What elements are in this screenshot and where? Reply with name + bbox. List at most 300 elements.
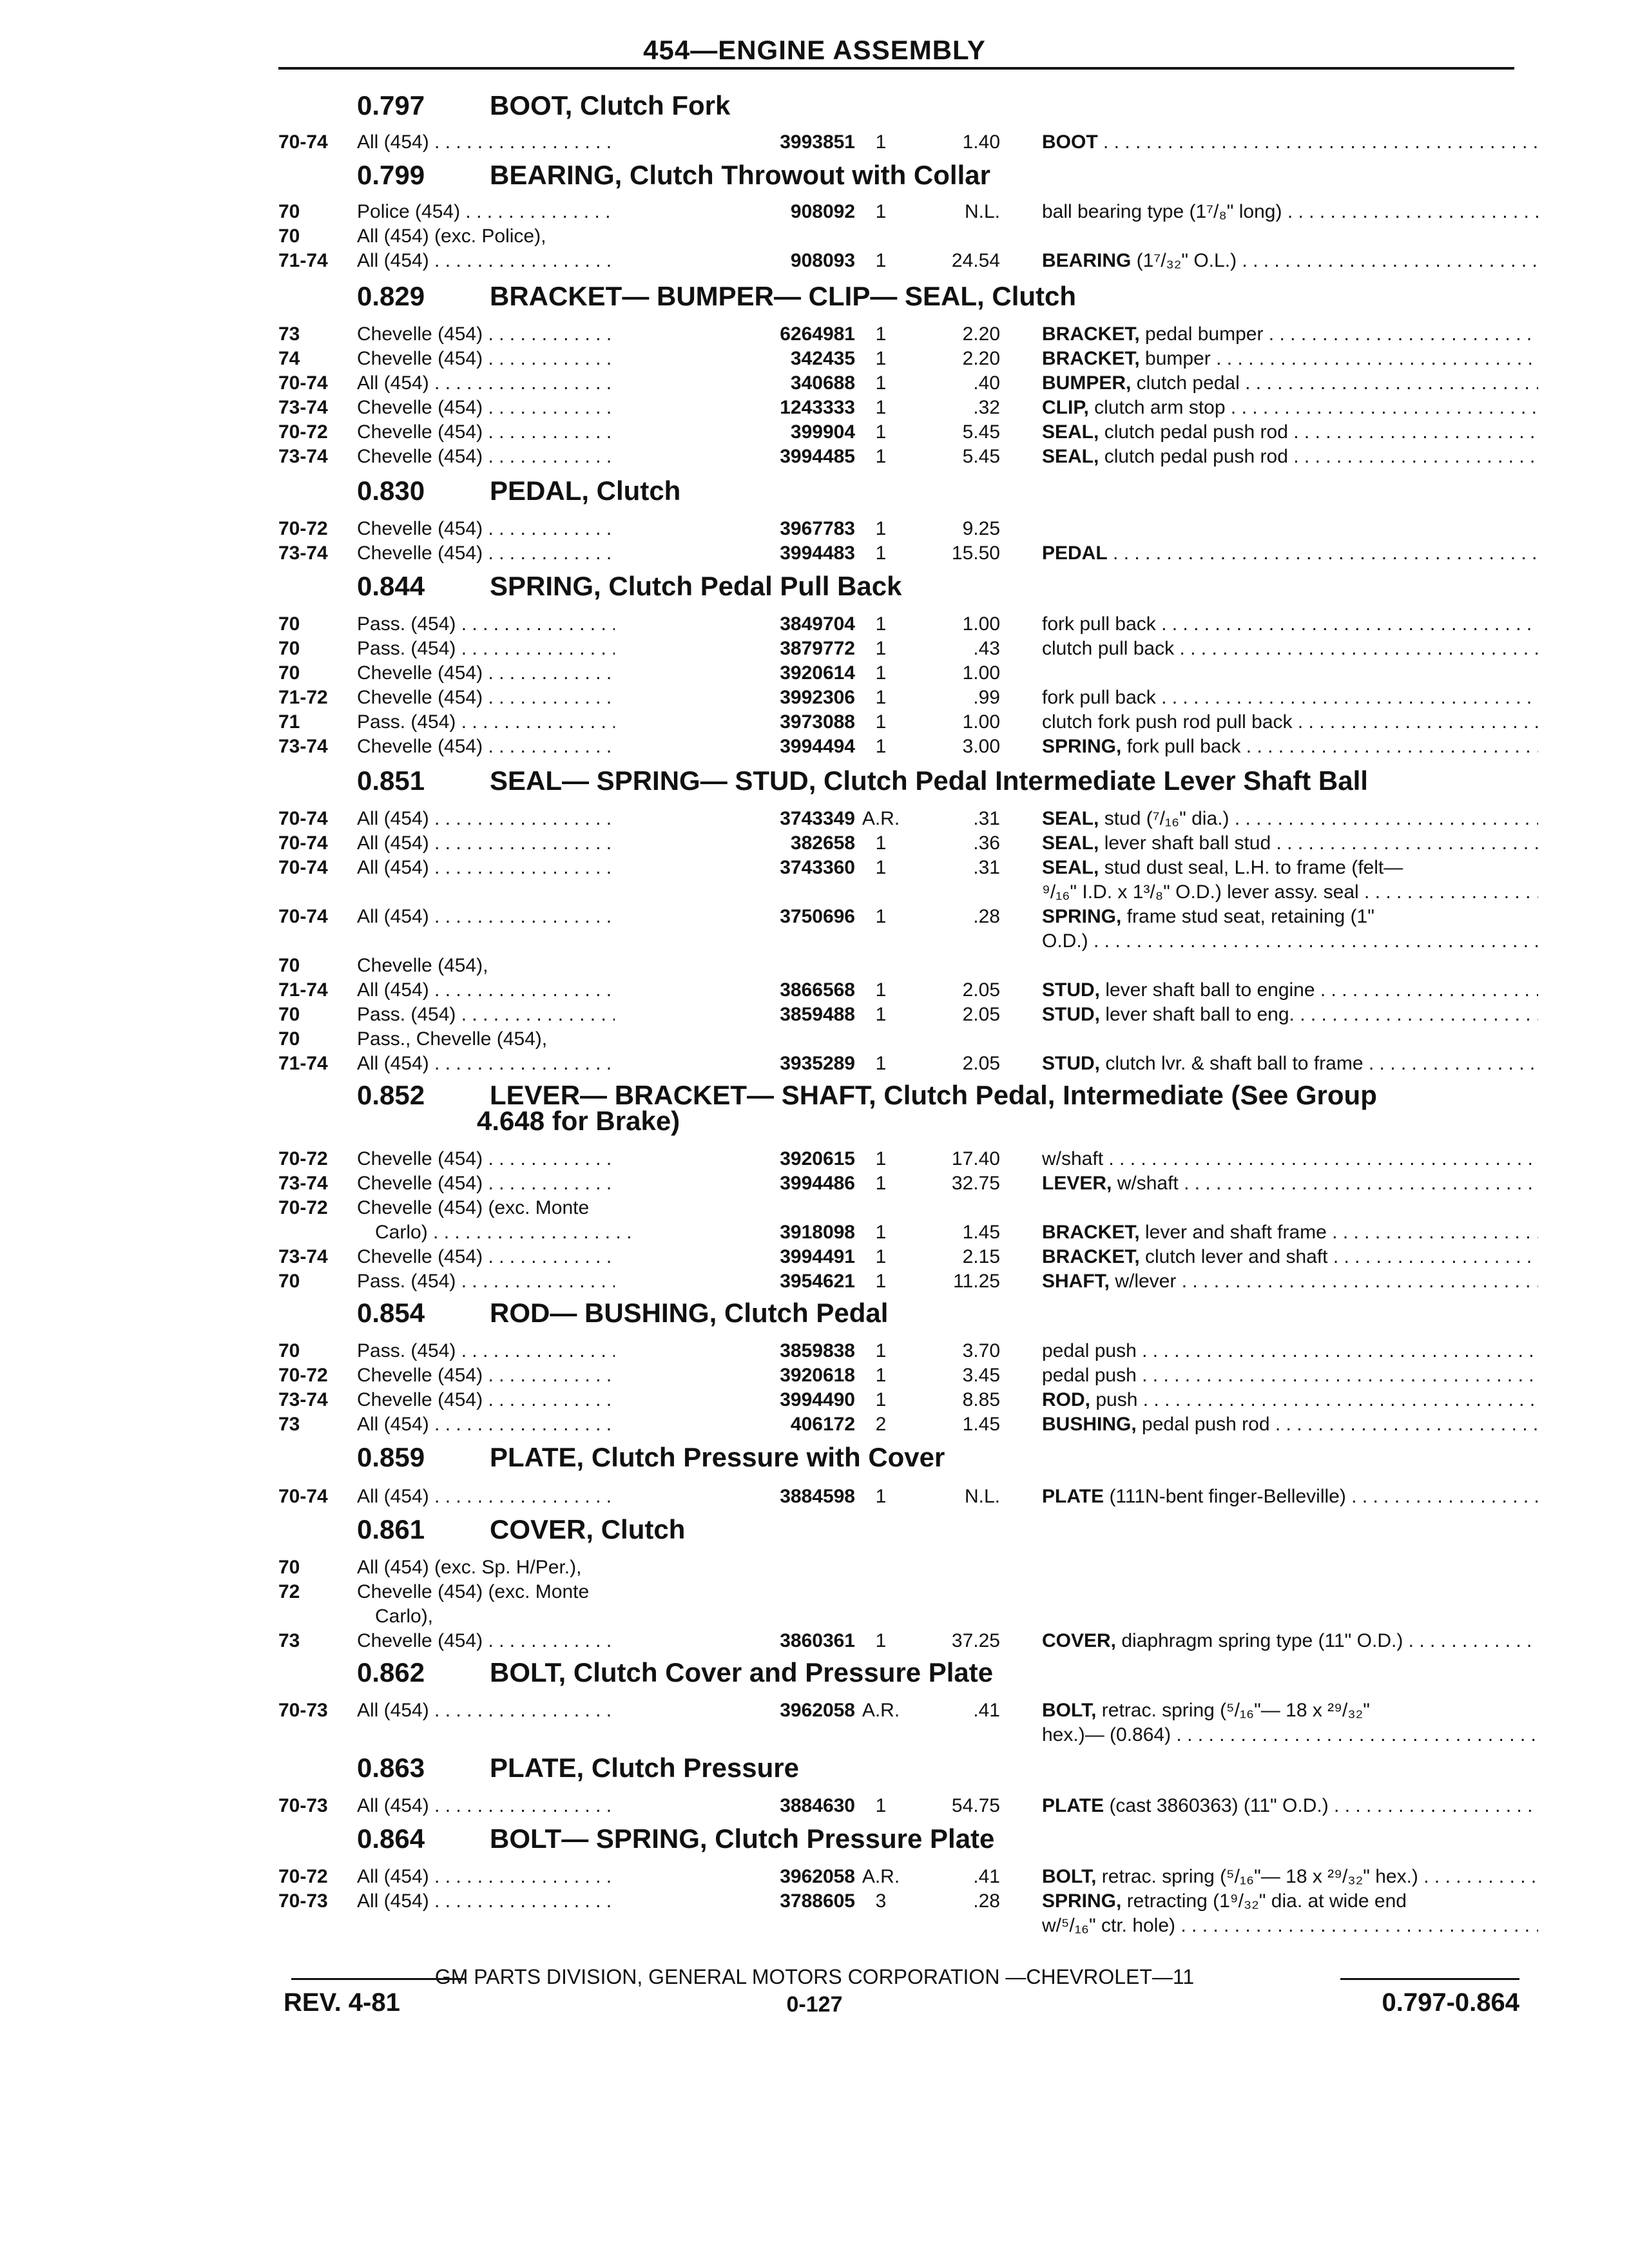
description-keyword: SEAL,	[1042, 832, 1099, 854]
quantity: 1	[875, 1053, 887, 1074]
parts-row	[278, 130, 1541, 155]
parts-row	[278, 1580, 1541, 1604]
description-text: ball bearing type (1⁷/₈" long)	[1042, 201, 1282, 222]
price: 1.45	[962, 1414, 1000, 1435]
parts-row	[278, 954, 1541, 978]
description-text: retrac. spring (⁵/₁₆"— 18 x ²⁹/₃₂"	[1096, 1700, 1370, 1721]
price: 2.05	[962, 979, 1000, 1001]
model-application: All (454) . . .	[357, 1485, 615, 1509]
description	[1042, 831, 1538, 856]
price: 54.75	[951, 1795, 1000, 1816]
price: .43	[973, 638, 1000, 659]
description	[1042, 880, 1538, 905]
description-text: pedal push rod	[1136, 1414, 1270, 1435]
quantity: 1	[875, 446, 887, 467]
section-title: LEVER— BRACKET— SHAFT, Clutch Pedal, Intermediate (See Group	[490, 1080, 1377, 1110]
year-range: 70	[278, 201, 300, 222]
model-application: Chevelle (454) . . .	[357, 396, 615, 420]
section-heading	[278, 1657, 1541, 1695]
model-application: Pass., Chevelle (454),	[357, 1028, 548, 1050]
description	[1042, 1269, 1538, 1294]
model-application: All (454) . . .	[357, 831, 615, 856]
model-application: Chevelle (454) . . .	[357, 1629, 615, 1653]
section-heading	[278, 1298, 1541, 1335]
model-application: All (454) . . .	[357, 1052, 615, 1076]
description-keyword: SEAL,	[1042, 446, 1099, 467]
parts-row	[278, 322, 1541, 347]
quantity: 1	[875, 397, 887, 418]
year-range: 70-74	[278, 832, 328, 854]
section-title-continued: 4.648 for Brake)	[477, 1106, 680, 1136]
price: .31	[973, 857, 1000, 878]
model-application: Pass. (454) . . .	[357, 637, 615, 661]
quantity: 1	[875, 906, 887, 927]
part-number: 3962058	[780, 1700, 855, 1721]
description-keyword: BRACKET,	[1042, 323, 1140, 345]
section-heading	[278, 476, 1541, 513]
parts-row	[278, 831, 1541, 856]
description	[1042, 735, 1538, 759]
price: 2.05	[962, 1053, 1000, 1074]
model-application: Pass. (454) . . .	[357, 1269, 615, 1294]
description	[1042, 1723, 1538, 1747]
year-range: 73	[278, 1630, 300, 1651]
description-keyword: PLATE	[1042, 1795, 1104, 1816]
quantity: A.R.	[862, 808, 900, 829]
description-keyword: STUD,	[1042, 1053, 1100, 1074]
description	[1042, 1889, 1538, 1914]
description	[1042, 1003, 1538, 1027]
quantity: 2	[875, 1414, 887, 1435]
model-application: All (454) . . .	[357, 1794, 615, 1818]
description	[1042, 200, 1538, 224]
description-text: w/shaft	[1042, 1148, 1104, 1169]
model-application: Pass. (454) . . .	[357, 612, 615, 637]
description-text: clutch pedal	[1131, 372, 1240, 394]
description	[1042, 420, 1538, 445]
description-keyword: SEAL,	[1042, 808, 1099, 829]
model-application: All (454) . . .	[357, 856, 615, 880]
parts-row	[278, 1914, 1541, 1938]
parts-row	[278, 1485, 1541, 1509]
year-range: 70-72	[278, 1197, 328, 1218]
section-heading	[278, 1823, 1541, 1861]
quantity: 1	[875, 348, 887, 369]
parts-row	[278, 807, 1541, 831]
parts-row	[278, 1555, 1541, 1580]
description-text: lever shaft ball stud	[1099, 832, 1271, 854]
price: 1.45	[962, 1222, 1000, 1243]
quantity: 1	[875, 1271, 887, 1292]
description-text: fork pull back	[1042, 613, 1156, 635]
footer-division: GM PARTS DIVISION, GENERAL MOTORS CORPORATION —CHEVROLET—11	[434, 1965, 1195, 1988]
description-text: retracting (1⁹/₃₂" dia. at wide end	[1121, 1890, 1407, 1912]
description-keyword: BRACKET,	[1042, 348, 1140, 369]
year-range: 70-74	[278, 906, 328, 927]
part-number: 3920614	[780, 662, 855, 684]
section-heading	[278, 281, 1541, 318]
description-keyword: SEAL,	[1042, 421, 1099, 443]
model-application: All (454) (exc. Sp. H/Per.),	[357, 1557, 582, 1578]
parts-row	[278, 1003, 1541, 1027]
description-text: ⁹/₁₆" I.D. x 1³/₈" O.D.) lever assy. seal	[1042, 881, 1359, 903]
description-keyword: BEARING	[1042, 250, 1132, 271]
section-number: 0.851	[357, 765, 425, 796]
part-number: 3994490	[780, 1389, 855, 1410]
part-number: 382658	[790, 832, 855, 854]
model-application: All (454) . . .	[357, 1865, 615, 1889]
price: 1.40	[962, 131, 1000, 153]
footer-revision: REV. 4-81	[284, 1988, 400, 2017]
description-text: fork pull back	[1042, 687, 1156, 708]
price: 2.20	[962, 348, 1000, 369]
description	[1042, 1245, 1538, 1269]
page-title: 454—ENGINE ASSEMBLY	[643, 35, 986, 65]
year-range: 70-72	[278, 421, 328, 443]
description	[1042, 1865, 1538, 1889]
year-range: 70	[278, 662, 300, 684]
year-range: 70	[278, 955, 300, 976]
part-number: 3954621	[780, 1271, 855, 1292]
price: N.L.	[964, 201, 1000, 222]
section-heading	[278, 765, 1541, 803]
description	[1042, 929, 1538, 954]
parts-row	[278, 1629, 1541, 1653]
year-range: 70-73	[278, 1700, 328, 1721]
part-number: 342435	[790, 348, 855, 369]
model-application: All (454) . . .	[357, 807, 615, 831]
quantity: 1	[875, 323, 887, 345]
year-range: 73	[278, 1414, 300, 1435]
quantity: 1	[875, 638, 887, 659]
part-number: 3743349	[780, 808, 855, 829]
description	[1042, 1388, 1538, 1412]
section-title: BEARING, Clutch Throwout with Collar	[490, 160, 990, 190]
description-keyword: STUD,	[1042, 1004, 1100, 1025]
description	[1042, 445, 1538, 469]
price: 3.70	[962, 1340, 1000, 1361]
description	[1042, 1147, 1538, 1171]
year-range: 73-74	[278, 1389, 328, 1410]
model-application: All (454) . . .	[357, 249, 615, 273]
price: N.L.	[964, 1486, 1000, 1507]
description	[1042, 541, 1538, 566]
year-range: 70-73	[278, 1795, 328, 1816]
part-number: 1243333	[780, 397, 855, 418]
description	[1042, 637, 1538, 661]
description	[1042, 1412, 1538, 1437]
model-application: Chevelle (454) (exc. Monte	[357, 1581, 590, 1602]
parts-row	[278, 1052, 1541, 1076]
description-text: pedal push	[1042, 1340, 1137, 1361]
description-text: lever and shaft frame	[1139, 1222, 1327, 1243]
description	[1042, 249, 1538, 273]
model-application: Pass. (454) . . .	[357, 1339, 615, 1363]
year-range: 74	[278, 348, 300, 369]
part-number: 3994483	[780, 543, 855, 564]
description	[1042, 1052, 1538, 1076]
description	[1042, 612, 1538, 637]
model-application: Chevelle (454) . . .	[357, 735, 615, 759]
parts-row	[278, 1245, 1541, 1269]
parts-row	[278, 1171, 1541, 1196]
year-range: 71-72	[278, 687, 328, 708]
description-text: clutch pedal push rod	[1099, 446, 1288, 467]
model-application: Pass. (454) . . .	[357, 710, 615, 735]
price: .41	[973, 1866, 1000, 1887]
description-keyword: SHAFT,	[1042, 1271, 1110, 1292]
year-range: 70	[278, 638, 300, 659]
description	[1042, 1914, 1538, 1938]
quantity: 1	[875, 1795, 887, 1816]
part-number: 3860361	[780, 1630, 855, 1651]
quantity: 1	[875, 1365, 887, 1386]
section-number: 0.799	[357, 160, 425, 190]
part-number: 3994485	[780, 446, 855, 467]
price: 1.00	[962, 662, 1000, 684]
description-text: O.D.)	[1042, 930, 1088, 952]
year-range: 70-72	[278, 518, 328, 539]
section-number: 0.864	[357, 1823, 425, 1854]
year-range: 72	[278, 1581, 300, 1602]
year-range: 73-74	[278, 446, 328, 467]
price: 3.00	[962, 736, 1000, 757]
part-number: 3973088	[780, 711, 855, 733]
year-range: 70	[278, 1004, 300, 1025]
model-application: Chevelle (454) . . .	[357, 541, 615, 566]
model-application: All (454) . . .	[357, 978, 615, 1003]
description	[1042, 322, 1538, 347]
description-text: pedal push	[1042, 1365, 1137, 1386]
description-text: fork pull back	[1121, 736, 1241, 757]
quantity: 1	[875, 543, 887, 564]
section-title: PLATE, Clutch Pressure	[490, 1753, 800, 1783]
quantity: 1	[875, 201, 887, 222]
year-range: 70	[278, 613, 300, 635]
parts-row	[278, 1196, 1541, 1220]
model-application: All (454) . . .	[357, 905, 615, 929]
header-rule	[278, 67, 1514, 70]
year-range: 70-74	[278, 372, 328, 394]
price: .40	[973, 372, 1000, 394]
description	[1042, 1339, 1538, 1363]
description-text: clutch fork push rod pull back	[1042, 711, 1293, 733]
quantity: 1	[875, 421, 887, 443]
parts-row	[278, 1147, 1541, 1171]
section-number: 0.844	[357, 571, 425, 601]
section-title: PEDAL, Clutch	[490, 476, 681, 506]
parts-row	[278, 1220, 1541, 1245]
part-number: 406172	[790, 1414, 855, 1435]
year-range: 70	[278, 1028, 300, 1050]
year-range: 70-74	[278, 1486, 328, 1507]
quantity: 3	[875, 1890, 887, 1912]
description	[1042, 686, 1538, 710]
model-application: Chevelle (454) . . .	[357, 686, 615, 710]
section-number: 0.854	[357, 1298, 425, 1328]
description-text: clutch pedal push rod	[1099, 421, 1288, 443]
description	[1042, 371, 1538, 396]
section-title: ROD— BUSHING, Clutch Pedal	[490, 1298, 889, 1328]
parts-row	[278, 856, 1541, 880]
year-range: 70	[278, 1340, 300, 1361]
description	[1042, 130, 1538, 155]
model-application: Chevelle (454) . . .	[357, 1147, 615, 1171]
description-keyword: BOLT,	[1042, 1866, 1097, 1887]
part-number: 3750696	[780, 906, 855, 927]
part-number: 3743360	[780, 857, 855, 878]
part-number: 3992306	[780, 687, 855, 708]
part-number: 3859488	[780, 1004, 855, 1025]
description-keyword: CLIP,	[1042, 397, 1089, 418]
section-heading	[278, 90, 1541, 128]
description	[1042, 396, 1538, 420]
parts-row	[278, 1363, 1541, 1388]
price: 8.85	[962, 1389, 1000, 1410]
description-text: clutch lever and shaft	[1139, 1246, 1328, 1267]
quantity: 1	[875, 613, 887, 635]
parts-row	[278, 1723, 1541, 1747]
description	[1042, 1171, 1538, 1196]
part-number: 3788605	[780, 1890, 855, 1912]
quantity: 1	[875, 736, 887, 757]
price: 9.25	[962, 518, 1000, 539]
model-application: Chevelle (454) . . .	[357, 1363, 615, 1388]
quantity: 1	[875, 711, 887, 733]
description-keyword: PEDAL	[1042, 543, 1108, 564]
parts-row	[278, 612, 1541, 637]
description-keyword: COVER,	[1042, 1630, 1117, 1651]
model-application: Police (454) . . .	[357, 200, 615, 224]
description-text: w/lever	[1110, 1271, 1177, 1292]
section-title: COVER, Clutch	[490, 1514, 686, 1544]
quantity: 1	[875, 518, 887, 539]
description-text: w/⁵/₁₆" ctr. hole)	[1042, 1915, 1176, 1936]
parts-row	[278, 905, 1541, 929]
description-keyword: BUMPER,	[1042, 372, 1132, 394]
parts-row	[278, 396, 1541, 420]
year-range: 71-74	[278, 1053, 328, 1074]
model-application: Chevelle (454) (exc. Monte	[357, 1197, 590, 1218]
description-text: clutch arm stop	[1088, 397, 1226, 418]
parts-row	[278, 1412, 1541, 1437]
model-application: Chevelle (454) . . .	[357, 322, 615, 347]
description	[1042, 1363, 1538, 1388]
price: .36	[973, 832, 1000, 854]
section-title: BOOT, Clutch Fork	[490, 90, 731, 120]
model-application: Chevelle (454) . . .	[357, 517, 615, 541]
description-keyword: BOOT	[1042, 131, 1098, 153]
section-number: 0.852	[357, 1080, 425, 1110]
description-text: (1⁷/₃₂" O.L.)	[1131, 250, 1237, 271]
model-application: Carlo),	[375, 1606, 434, 1627]
price: .41	[973, 1700, 1000, 1721]
part-number: 3920615	[780, 1148, 855, 1169]
year-range: 70-74	[278, 808, 328, 829]
description	[1042, 1629, 1538, 1653]
description-keyword: LEVER,	[1042, 1173, 1112, 1194]
description-text: lever shaft ball to engine	[1100, 979, 1315, 1001]
description-keyword: SPRING,	[1042, 906, 1122, 927]
quantity: 1	[875, 1340, 887, 1361]
description	[1042, 1220, 1538, 1245]
section-heading	[278, 1753, 1541, 1790]
part-number: 3866568	[780, 979, 855, 1001]
model-application: All (454) . . .	[357, 1889, 615, 1914]
price: 1.00	[962, 613, 1000, 635]
section-number: 0.859	[357, 1442, 425, 1472]
description-keyword: ROD,	[1042, 1389, 1090, 1410]
quantity: 1	[875, 1486, 887, 1507]
parts-row	[278, 224, 1541, 249]
price: .99	[973, 687, 1000, 708]
quantity: 1	[875, 857, 887, 878]
model-application: Chevelle (454) . . .	[357, 1171, 615, 1196]
quantity: 1	[875, 979, 887, 1001]
quantity: 1	[875, 832, 887, 854]
section-heading	[278, 571, 1541, 608]
description-keyword: BRACKET,	[1042, 1222, 1140, 1243]
description-keyword: SPRING,	[1042, 736, 1122, 757]
part-number: 3935289	[780, 1053, 855, 1074]
section-number: 0.830	[357, 476, 425, 506]
quantity: 1	[875, 1004, 887, 1025]
year-range: 70	[278, 1557, 300, 1578]
parts-row	[278, 637, 1541, 661]
model-application: Chevelle (454) . . .	[357, 347, 615, 371]
parts-row	[278, 541, 1541, 566]
description-text: w/shaft	[1112, 1173, 1179, 1194]
parts-row	[278, 249, 1541, 273]
parts-row	[278, 686, 1541, 710]
quantity: 1	[875, 131, 887, 153]
price: 3.45	[962, 1365, 1000, 1386]
price: 2.15	[962, 1246, 1000, 1267]
price: 2.20	[962, 323, 1000, 345]
description-text: clutch lvr. & shaft ball to frame	[1100, 1053, 1364, 1074]
description-keyword: SPRING,	[1042, 1890, 1122, 1912]
description-keyword: BOLT,	[1042, 1700, 1097, 1721]
part-number: 3884598	[780, 1486, 855, 1507]
section-title: BOLT, Clutch Cover and Pressure Plate	[490, 1657, 994, 1687]
model-application: All (454) . . .	[357, 371, 615, 396]
price: 5.45	[962, 446, 1000, 467]
price: 5.45	[962, 421, 1000, 443]
description	[1042, 347, 1538, 371]
model-application: Chevelle (454) . . .	[357, 1388, 615, 1412]
footer-range: 0.797-0.864	[1382, 1988, 1519, 2017]
parts-row	[278, 517, 1541, 541]
year-range: 73-74	[278, 543, 328, 564]
section-heading	[278, 1442, 1541, 1479]
description-text: hex.)— (0.864)	[1042, 1724, 1171, 1745]
year-range: 71-74	[278, 979, 328, 1001]
description-text: diaphragm spring type (11" O.D.)	[1116, 1630, 1403, 1651]
quantity: 1	[875, 1246, 887, 1267]
price: 1.00	[962, 711, 1000, 733]
description	[1042, 1485, 1538, 1509]
description	[1042, 710, 1538, 735]
parts-row	[278, 1269, 1541, 1294]
parts-row	[278, 929, 1541, 954]
parts-row	[278, 445, 1541, 469]
description	[1042, 807, 1538, 831]
section-heading	[278, 1080, 1541, 1143]
part-number: 340688	[790, 372, 855, 394]
parts-row	[278, 710, 1541, 735]
year-range: 70	[278, 1271, 300, 1292]
quantity: 1	[875, 1389, 887, 1410]
